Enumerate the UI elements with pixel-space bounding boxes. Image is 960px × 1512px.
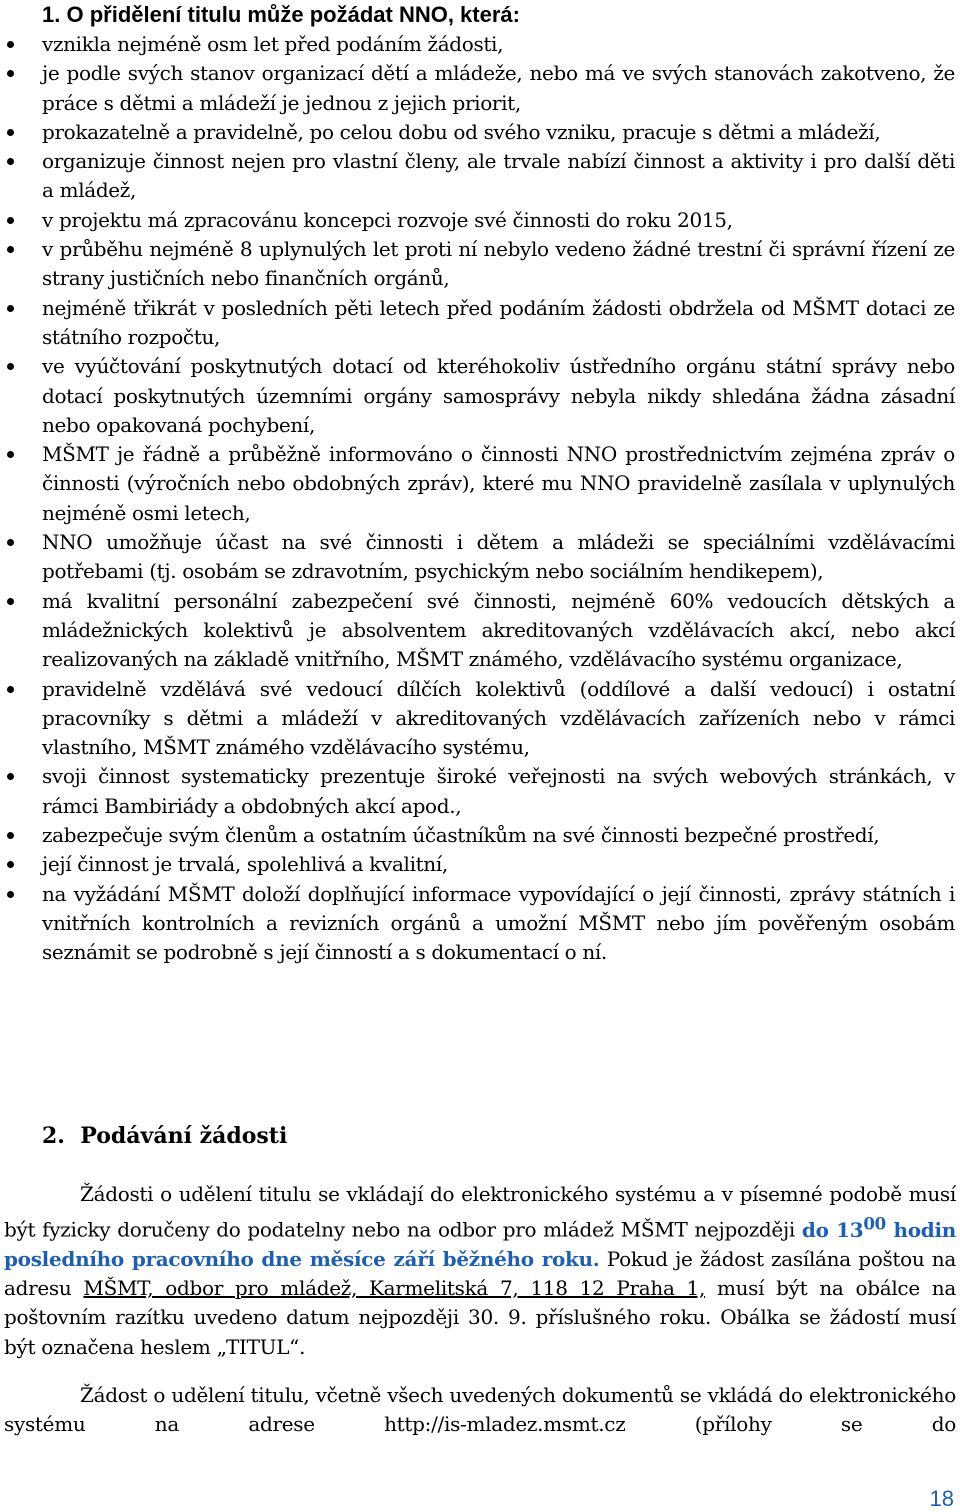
list-item: nejméně třikrát v posledních pěti letech před podáním žádosti obdržela od MŠMT dotaci ze státního rozpočtu,: [0, 294, 955, 353]
electronic-submission-paragraph: Žádost o udělení titulu, včetně všech uvedených dokumentů se vkládá do elektronického systému na adrese http://is-mladez.msmt.cz (přílohy se do: [4, 1383, 956, 1437]
list-item: MŠMT je řádně a průběžně informováno o činnosti NNO prostřednictvím zejména zpráv o činnosti (výročních nebo obdobných zpráv), které mu NNO pravidelně zasílala v uplynulých nejméně osmi letech,: [0, 440, 955, 528]
postal-address: MŠMT, odbor pro mládež, Karmelitská 7, 118 12 Praha 1,: [83, 1276, 706, 1301]
bullet-icon: [7, 217, 14, 224]
bullet-icon: [7, 773, 14, 780]
page-number: 18: [929, 1486, 954, 1511]
list-item: vznikla nejméně osm let před podáním žádosti,: [0, 30, 955, 59]
section-2-heading: [42, 1122, 287, 1151]
bullet-icon: [7, 41, 14, 48]
bullet-icon: [7, 70, 14, 77]
list-item: prokazatelně a pravidelně, po celou dobu od svého vzniku, pracuje s dětmi a mládeží,: [0, 118, 955, 147]
list-item: pravidelně vzdělává své vedoucí dílčích kolektivů (oddílové a další vedoucí) i ostatní pracovníky s dětmi a mládeží v akreditovaných vzdělávacích zařízeních nebo v rámci vlastního, MŠMT známého vzdělávacího systému,: [0, 675, 955, 763]
bullet-icon: [7, 246, 14, 253]
bullet-icon: [7, 158, 14, 165]
list-item: má kvalitní personální zabezpečení své činnosti, nejméně 60% vedoucích dětských a mládežnických kolektivů je absolventem akreditovaných vzdělávacích akcí, nebo akcí realizovaných na základě vnitřního, MŠMT známého, vzdělávacího systému organizace,: [0, 587, 955, 675]
deadline-text: do $13^{00}$ hodin posledního pracovního dne měsíce září běžného roku.: [4, 1213, 956, 1272]
bullet-icon: [7, 891, 14, 898]
requirements-list: [0, 30, 960, 968]
submission-paragraph: Žádosti o udělení titulu se vkládají do elektronického systému a v písemné podobě musí být fyzicky doručeny do podatelny nebo na odbor pro mládež MŠMT nejpozději do $13^{00}$ hodin posledního pracovního dne měsíce září běžného roku. Pokud je žádost zasílána poštou na adresu MŠMT, odbor pro mládež, Karmelitská 7, 118 12 Praha 1, musí být na obálce na poštovním razítku uvedeno datum nejpozději 30. 9. příslušného roku. Obálka se žádostí musí být označena heslem „TITUL“.: [4, 1182, 956, 1359]
list-item: je podle svých stanov organizací dětí a mládeže, nebo má ve svých stanovách zakotveno, že práce s dětmi a mládeží je jednou z jejich priorit,: [0, 59, 955, 118]
list-item: v projektu má zpracovánu koncepci rozvoje své činnosti do roku 2015,: [0, 206, 955, 235]
list-item: NNO umožňuje účast na své činnosti i dětem a mládeži se speciálními vzdělávacími potřebami (tj. osobám se zdravotním, psychickým nebo sociálním hendikepem),: [0, 528, 955, 587]
section-1-number: 1.: [42, 2, 61, 27]
bullet-icon: [7, 598, 14, 605]
list-item: ve vyúčtování poskytnutých dotací od kteréhokoliv ústředního orgánu státní správy nebo dotací poskytnutých územními orgány samosprávy nebyla nikdy shledána žádna zásadní nebo opakovaná pochybení,: [0, 352, 955, 440]
list-item: v průběhu nejméně 8 uplynulých let proti ní nebylo vedeno žádné trestní či správní řízení ze strany justičních nebo finančních orgánů,: [0, 235, 955, 294]
bullet-icon: [7, 305, 14, 312]
bullet-icon: [7, 451, 14, 458]
bullet-icon: [7, 686, 14, 693]
bullet-icon: [7, 861, 14, 868]
list-item: její činnost je trvalá, spolehlivá a kvalitní,: [0, 850, 955, 879]
list-item: svoji činnost systematicky prezentuje široké veřejnosti na svých webových stránkách, v rámci Bambiriády a obdobných akcí apod.,: [0, 762, 955, 821]
bullet-icon: [7, 363, 14, 370]
list-item: zabezpečuje svým členům a ostatním účastníkům na své činnosti bezpečné prostředí,: [0, 821, 955, 850]
section-1-title: O přidělení titulu může požádat NNO, která:: [66, 2, 520, 27]
bullet-icon: [7, 129, 14, 136]
section-1-heading: [42, 0, 520, 29]
list-item: na vyžádání MŠMT doloží doplňující informace vypovídající o její činnosti, zprávy státních i vnitřních kontrolních a revizních orgánů a umožní MŠMT nebo jím pověřeným osobám seznámit se podrobně s její činností a s dokumentací o ní.: [0, 880, 955, 968]
section-2-number: 2.: [42, 1123, 65, 1149]
bullet-icon: [7, 539, 14, 546]
section-2-title: Podávání žádosti: [80, 1123, 288, 1149]
bullet-icon: [7, 832, 14, 839]
list-item: organizuje činnost nejen pro vlastní členy, ale trvale nabízí činnost a aktivity i pro další děti a mládež,: [0, 147, 955, 206]
